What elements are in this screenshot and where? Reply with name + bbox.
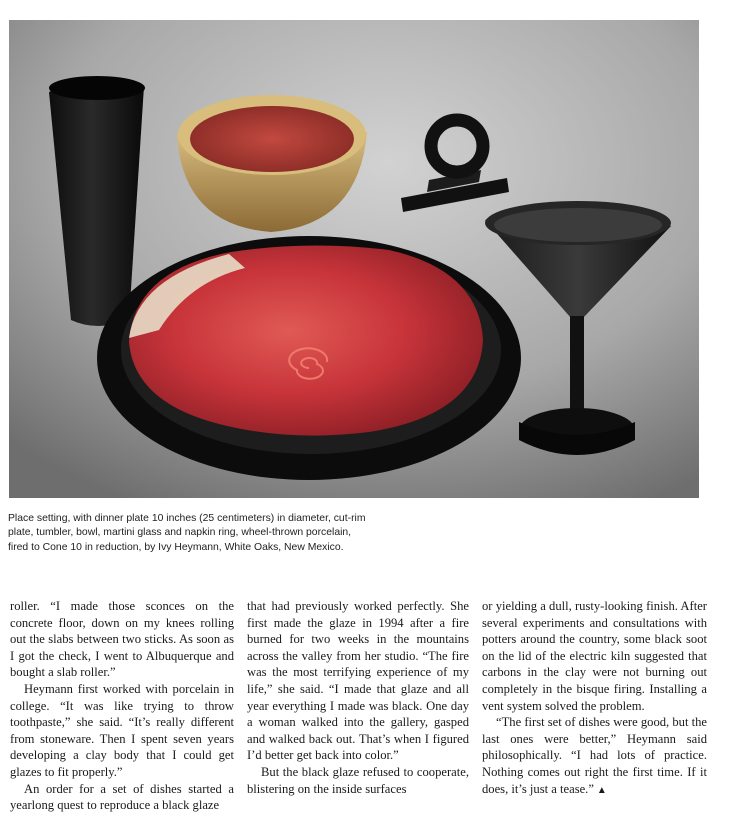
caption-line: Place setting, with dinner plate 10 inches (25 centimeters) in diameter, cut-rim xyxy=(8,513,366,524)
paragraph: that had previously worked perfectly. She first made the glaze in 1994 after a fire burned for two weeks in the mountains across the valley from her studio. “The fire was the most terrifying experience of my life,” she said. “I made that glaze and all year everything I made was black. One day a woman walked into the gallery, gasped and walked back out. That’s when I figured I’d better get back into color.” xyxy=(247,599,469,763)
photo-caption xyxy=(8,512,528,555)
article-column-2 xyxy=(247,598,469,797)
paragraph: roller. “I made those sconces on the concrete floor, down on my knees rolling out the slabs between two sticks. As soon as I got the check, I went to Albuquerque and bought a slab roller.” xyxy=(10,599,234,680)
end-mark-icon: ▲ xyxy=(596,784,607,796)
article-body xyxy=(10,598,710,833)
paragraph: But the black glaze refused to cooperate, blistering on the inside surfaces xyxy=(247,764,469,796)
photo-illustration xyxy=(9,20,699,498)
article-column-3 xyxy=(482,598,707,799)
paragraph: or yielding a dull, rusty-looking finish. After several experiments and consultations with potters around the country, some black soot on the lid of the electric kiln suggested that carbons in the clay were not burning out completely in the bisque firing. Installing a vent system solved the problem. xyxy=(482,599,707,713)
paragraph: Heymann first worked with porcelain in college. “It was like trying to throw toothpaste,” she said. “It’s really different from stoneware. Then I spent seven years developing a clay body that I could get glazes to fit properly.” xyxy=(10,681,234,779)
dinner-plate xyxy=(97,236,521,480)
paragraph: An order for a set of dishes started a yearlong quest to reproduce a black glaze xyxy=(10,781,234,813)
place-setting-photo xyxy=(9,20,699,498)
caption-line: plate, tumbler, bowl, martini glass and napkin ring, wheel-thrown porcelain, xyxy=(8,527,352,539)
article-column-1 xyxy=(10,598,234,814)
paragraph xyxy=(482,714,707,799)
paragraph-text: “The first set of dishes were good, but the last ones were better,” Heymann said philosophically. “I had lots of practice. Nothing comes out right the first time. If it does, it’s just a tease.” xyxy=(482,715,707,796)
caption-line: fired to Cone 10 in reduction, by Ivy Heymann, White Oaks, New Mexico. xyxy=(8,541,344,553)
